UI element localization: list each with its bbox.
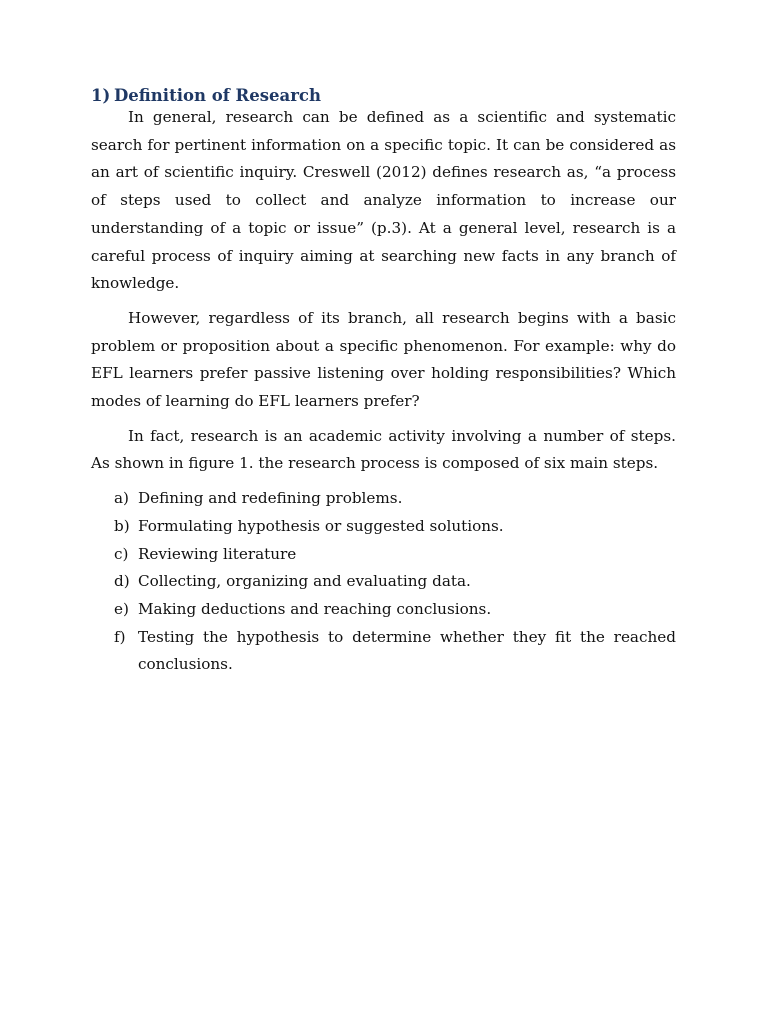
list-marker: d) — [114, 572, 130, 591]
list-item — [91, 624, 676, 679]
list-item — [91, 596, 676, 624]
section-title: Definition of Research — [114, 86, 321, 105]
section-number: 1) — [91, 86, 111, 105]
list-item — [91, 541, 676, 569]
list-marker: c) — [114, 544, 129, 563]
paragraph-definition: In general, research can be defined as a scientific and systematic search for pertinent information on a specific topic. It can be considered as an art of scientific inquiry. Creswell (2012) defines research as, “a process of steps used to collect and analyze information to increase our understanding of a topic or issue” (p.3). At a general level, research is a careful process of inquiry aiming at searching new facts in any branch of knowledge. — [91, 108, 676, 293]
list-item-text: Testing the hypothesis to determine whether they fit the reached conclusions. — [138, 627, 676, 674]
list-item — [91, 568, 676, 596]
list-marker: b) — [114, 516, 130, 535]
research-steps-list — [91, 485, 676, 679]
paragraph-steps-intro: In fact, research is an academic activity involving a number of steps. As shown in figure 1. the research process is composed of six main steps. — [91, 426, 676, 473]
paragraph-problem: However, regardless of its branch, all research begins with a basic problem or proposition about a specific phenomenon. For example: why do EFL learners prefer passive listening over holding responsibilities? Which modes of learning do EFL learners prefer? — [91, 308, 676, 411]
list-item — [91, 513, 676, 541]
list-marker: f) — [114, 627, 126, 646]
list-marker: e) — [114, 599, 129, 618]
list-item-text: Collecting, organizing and evaluating data. — [138, 572, 471, 591]
document-page — [91, 84, 676, 679]
list-marker: a) — [114, 489, 129, 508]
list-item-text: Defining and redefining problems. — [138, 489, 403, 508]
list-item-text: Making deductions and reaching conclusions. — [138, 599, 492, 618]
list-item-text: Formulating hypothesis or suggested solutions. — [138, 516, 504, 535]
list-item — [91, 485, 676, 513]
list-item-text: Reviewing literature — [138, 544, 297, 563]
